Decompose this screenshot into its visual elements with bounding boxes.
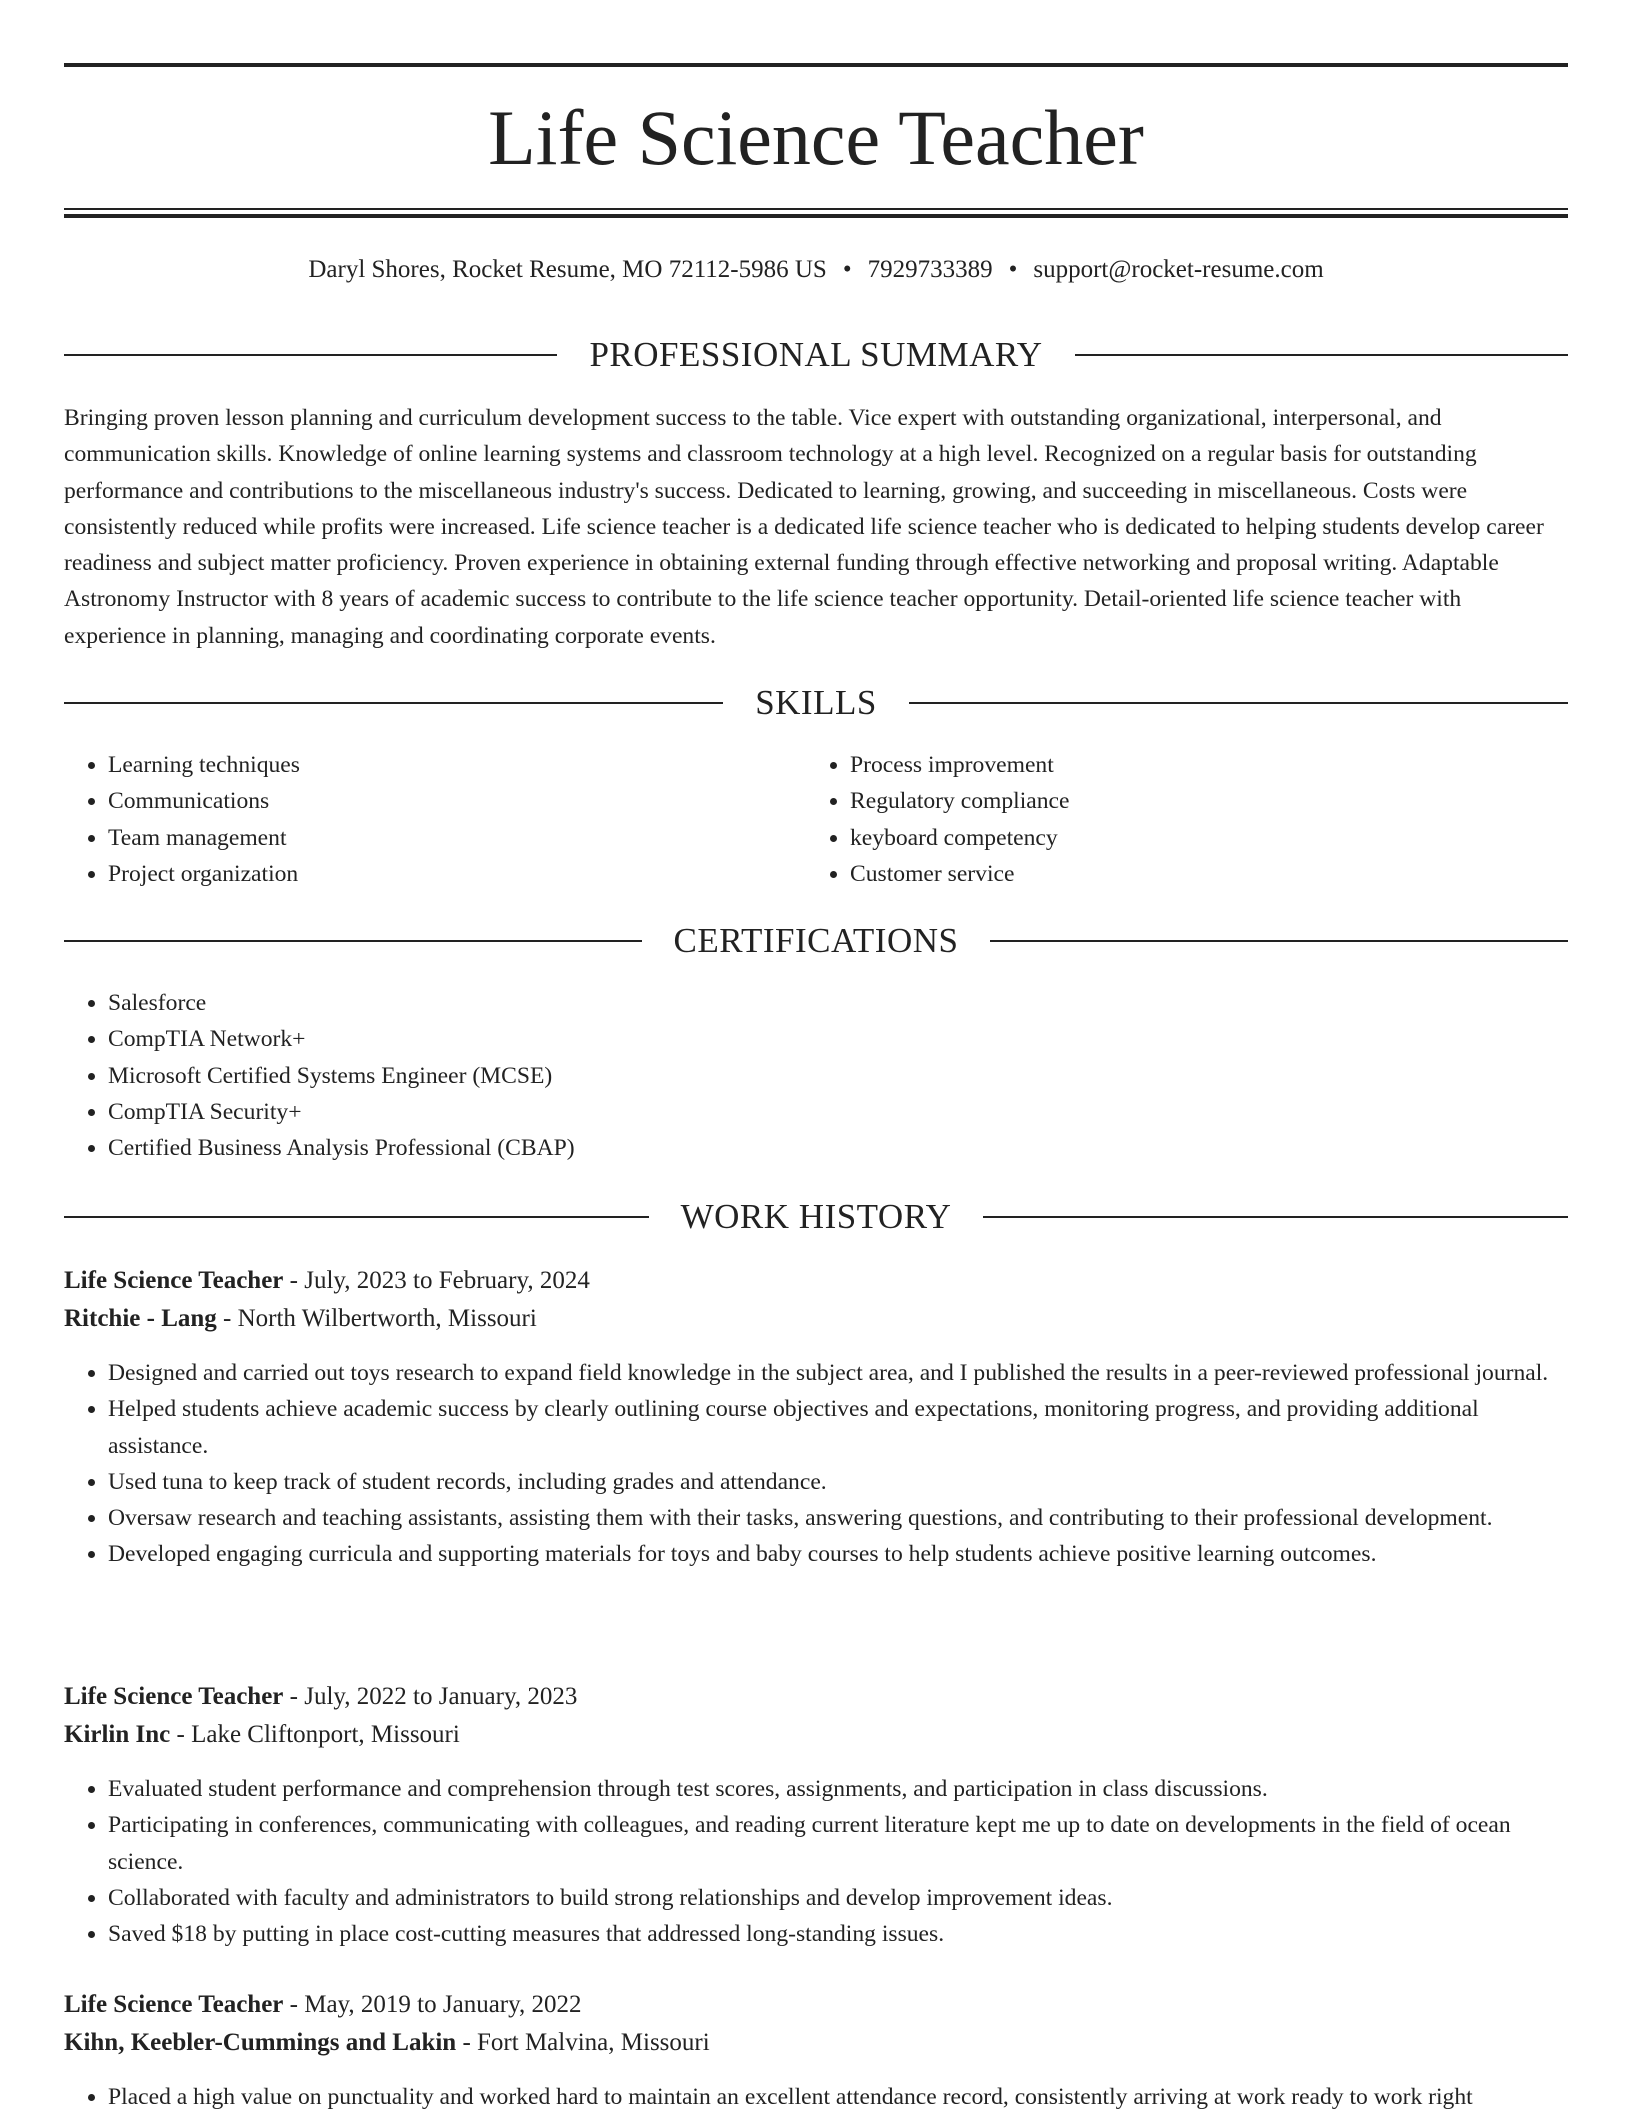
resume-title: Life Science Teacher bbox=[488, 94, 1144, 181]
header-rule-2 bbox=[64, 214, 1568, 218]
job-title: Life Science Teacher bbox=[64, 1267, 284, 1294]
certifications-list bbox=[64, 985, 1568, 1166]
job-company: Kirlin Inc bbox=[64, 1721, 171, 1748]
header-rule-1 bbox=[64, 208, 1568, 210]
certification-item: • Salesforce bbox=[108, 985, 1568, 1021]
skill-item: • keyboard competency bbox=[850, 820, 1550, 856]
skill-item: • Project organization bbox=[108, 856, 808, 892]
skill-item: • Process improvement bbox=[850, 747, 1550, 783]
contact-email: support@rocket-resume.com bbox=[1033, 256, 1324, 283]
job-location: - Lake Cliftonport, Missouri bbox=[170, 1721, 460, 1748]
job-title-line bbox=[64, 1262, 1568, 1300]
job-dates: - May, 2019 to January, 2022 bbox=[283, 1991, 582, 2018]
job-location: - Fort Malvina, Missouri bbox=[456, 2029, 710, 2056]
job-bullet: • Participating in conferences, communicating with colleagues, and reading current literature kept me up to date on developments in the field of ocean science. bbox=[108, 1807, 1568, 1880]
heading-rule-left bbox=[64, 354, 557, 356]
job-bullets bbox=[64, 2079, 1568, 2115]
job-bullet: • Collaborated with faculty and administrators to build strong relationships and develop improvement ideas. bbox=[108, 1880, 1568, 1916]
contact-separator: • bbox=[1008, 256, 1018, 283]
contact-phone: 7929733389 bbox=[867, 256, 993, 283]
header-top-rule bbox=[64, 63, 1568, 67]
job-company: Ritchie - Lang bbox=[64, 1305, 217, 1332]
skills-list-left bbox=[64, 747, 808, 892]
job-bullet: • Oversaw research and teaching assistants, assisting them with their tasks, answering questions, and contributing to their professional development. bbox=[108, 1500, 1568, 1536]
skill-item: • Customer service bbox=[850, 856, 1550, 892]
skill-item: • Communications bbox=[108, 783, 808, 819]
job-dates: - July, 2022 to January, 2023 bbox=[283, 1683, 578, 1710]
job-bullet: • Developed engaging curricula and supporting materials for toys and baby courses to help students achieve positive learning outcomes. bbox=[108, 1536, 1568, 1572]
heading-rule-right bbox=[983, 1216, 1568, 1218]
job-company: Kihn, Keebler-Cummings and Lakin bbox=[64, 2029, 457, 2056]
job-location: - North Wilbertworth, Missouri bbox=[216, 1305, 537, 1332]
job-bullet: • Evaluated student performance and comprehension through test scores, assignments, and participation in class discussions. bbox=[108, 1771, 1568, 1807]
heading-rule-right bbox=[909, 702, 1568, 704]
skill-item: • Learning techniques bbox=[108, 747, 808, 783]
contact-line bbox=[64, 252, 1568, 288]
skill-item: • Team management bbox=[108, 820, 808, 856]
summary-text: Bringing proven lesson planning and curriculum development success to the table. Vice expert with outstanding organizational, interpersonal, and communication skills. Knowledge of online learning systems and classroom technology at a high level. Recognized on a regular basis for outstanding performance and contributions to the miscellaneous industry's success. Dedicated to learning, growing, and succeeding in miscellaneous. Costs were consistently reduced while profits were increased. Life science teacher is a dedicated life science teacher who is dedicated to helping students develop career readiness and subject matter proficiency. Proven experience in obtaining external funding through effective networking and proposal writing. Adaptable Astronomy Instructor with 8 years of academic success to contribute to the life science teacher opportunity. Detail-oriented life science teacher with experience in planning, managing and coordinating corporate events. bbox=[64, 405, 1544, 649]
job-company-line bbox=[64, 1716, 1568, 1754]
heading-rule-right bbox=[990, 940, 1568, 942]
certification-item: • Certified Business Analysis Professional (CBAP) bbox=[108, 1130, 1568, 1166]
skills-heading-label: SKILLS bbox=[755, 683, 877, 722]
job-title: Life Science Teacher bbox=[64, 1991, 284, 2018]
job-bullet: • Designed and carried out toys research to expand field knowledge in the subject area, and I published the results in a peer-reviewed professional journal. bbox=[108, 1355, 1568, 1391]
skills-list-right bbox=[806, 747, 1550, 892]
contact-address: Daryl Shores, Rocket Resume, MO 72112-5986 US bbox=[308, 256, 827, 283]
job-title: Life Science Teacher bbox=[64, 1683, 284, 1710]
certification-item: • CompTIA Network+ bbox=[108, 1021, 1568, 1057]
job-bullets bbox=[64, 1355, 1568, 1573]
job-title-line bbox=[64, 1986, 1568, 2024]
contact-separator: • bbox=[842, 256, 852, 283]
certification-item: • Microsoft Certified Systems Engineer (MCSE) bbox=[108, 1058, 1568, 1094]
job-company-line bbox=[64, 2024, 1568, 2062]
certification-item: • CompTIA Security+ bbox=[108, 1094, 1568, 1130]
heading-rule-left bbox=[64, 1216, 649, 1218]
job-bullet: • Used tuna to keep track of student records, including grades and attendance. bbox=[108, 1464, 1568, 1500]
job-bullet: • Helped students achieve academic success by clearly outlining course objectives and expectations, monitoring progress, and providing additional assistance. bbox=[108, 1391, 1568, 1464]
skill-item: • Regulatory compliance bbox=[850, 783, 1550, 819]
job-title-line bbox=[64, 1678, 1568, 1716]
heading-rule-right bbox=[1075, 354, 1568, 356]
certifications-heading-label: CERTIFICATIONS bbox=[673, 921, 959, 960]
job-bullets bbox=[64, 1771, 1568, 1952]
summary-heading bbox=[64, 331, 1568, 379]
skills-heading bbox=[64, 679, 1568, 727]
job-dates: - July, 2023 to February, 2024 bbox=[283, 1267, 590, 1294]
work-heading-label: WORK HISTORY bbox=[680, 1197, 952, 1236]
job-bullet: • Placed a high value on punctuality and worked hard to maintain an excellent attendance record, consistently arriving at work ready to work right bbox=[108, 2079, 1568, 2115]
work-heading bbox=[64, 1193, 1568, 1241]
summary-heading-label: PROFESSIONAL SUMMARY bbox=[589, 335, 1043, 374]
job-company-line bbox=[64, 1300, 1568, 1338]
certifications-heading bbox=[64, 917, 1568, 965]
heading-rule-left bbox=[64, 940, 642, 942]
heading-rule-left bbox=[64, 702, 723, 704]
job-bullet: • Saved $18 by putting in place cost-cutting measures that addressed long-standing issues. bbox=[108, 1916, 1568, 1952]
